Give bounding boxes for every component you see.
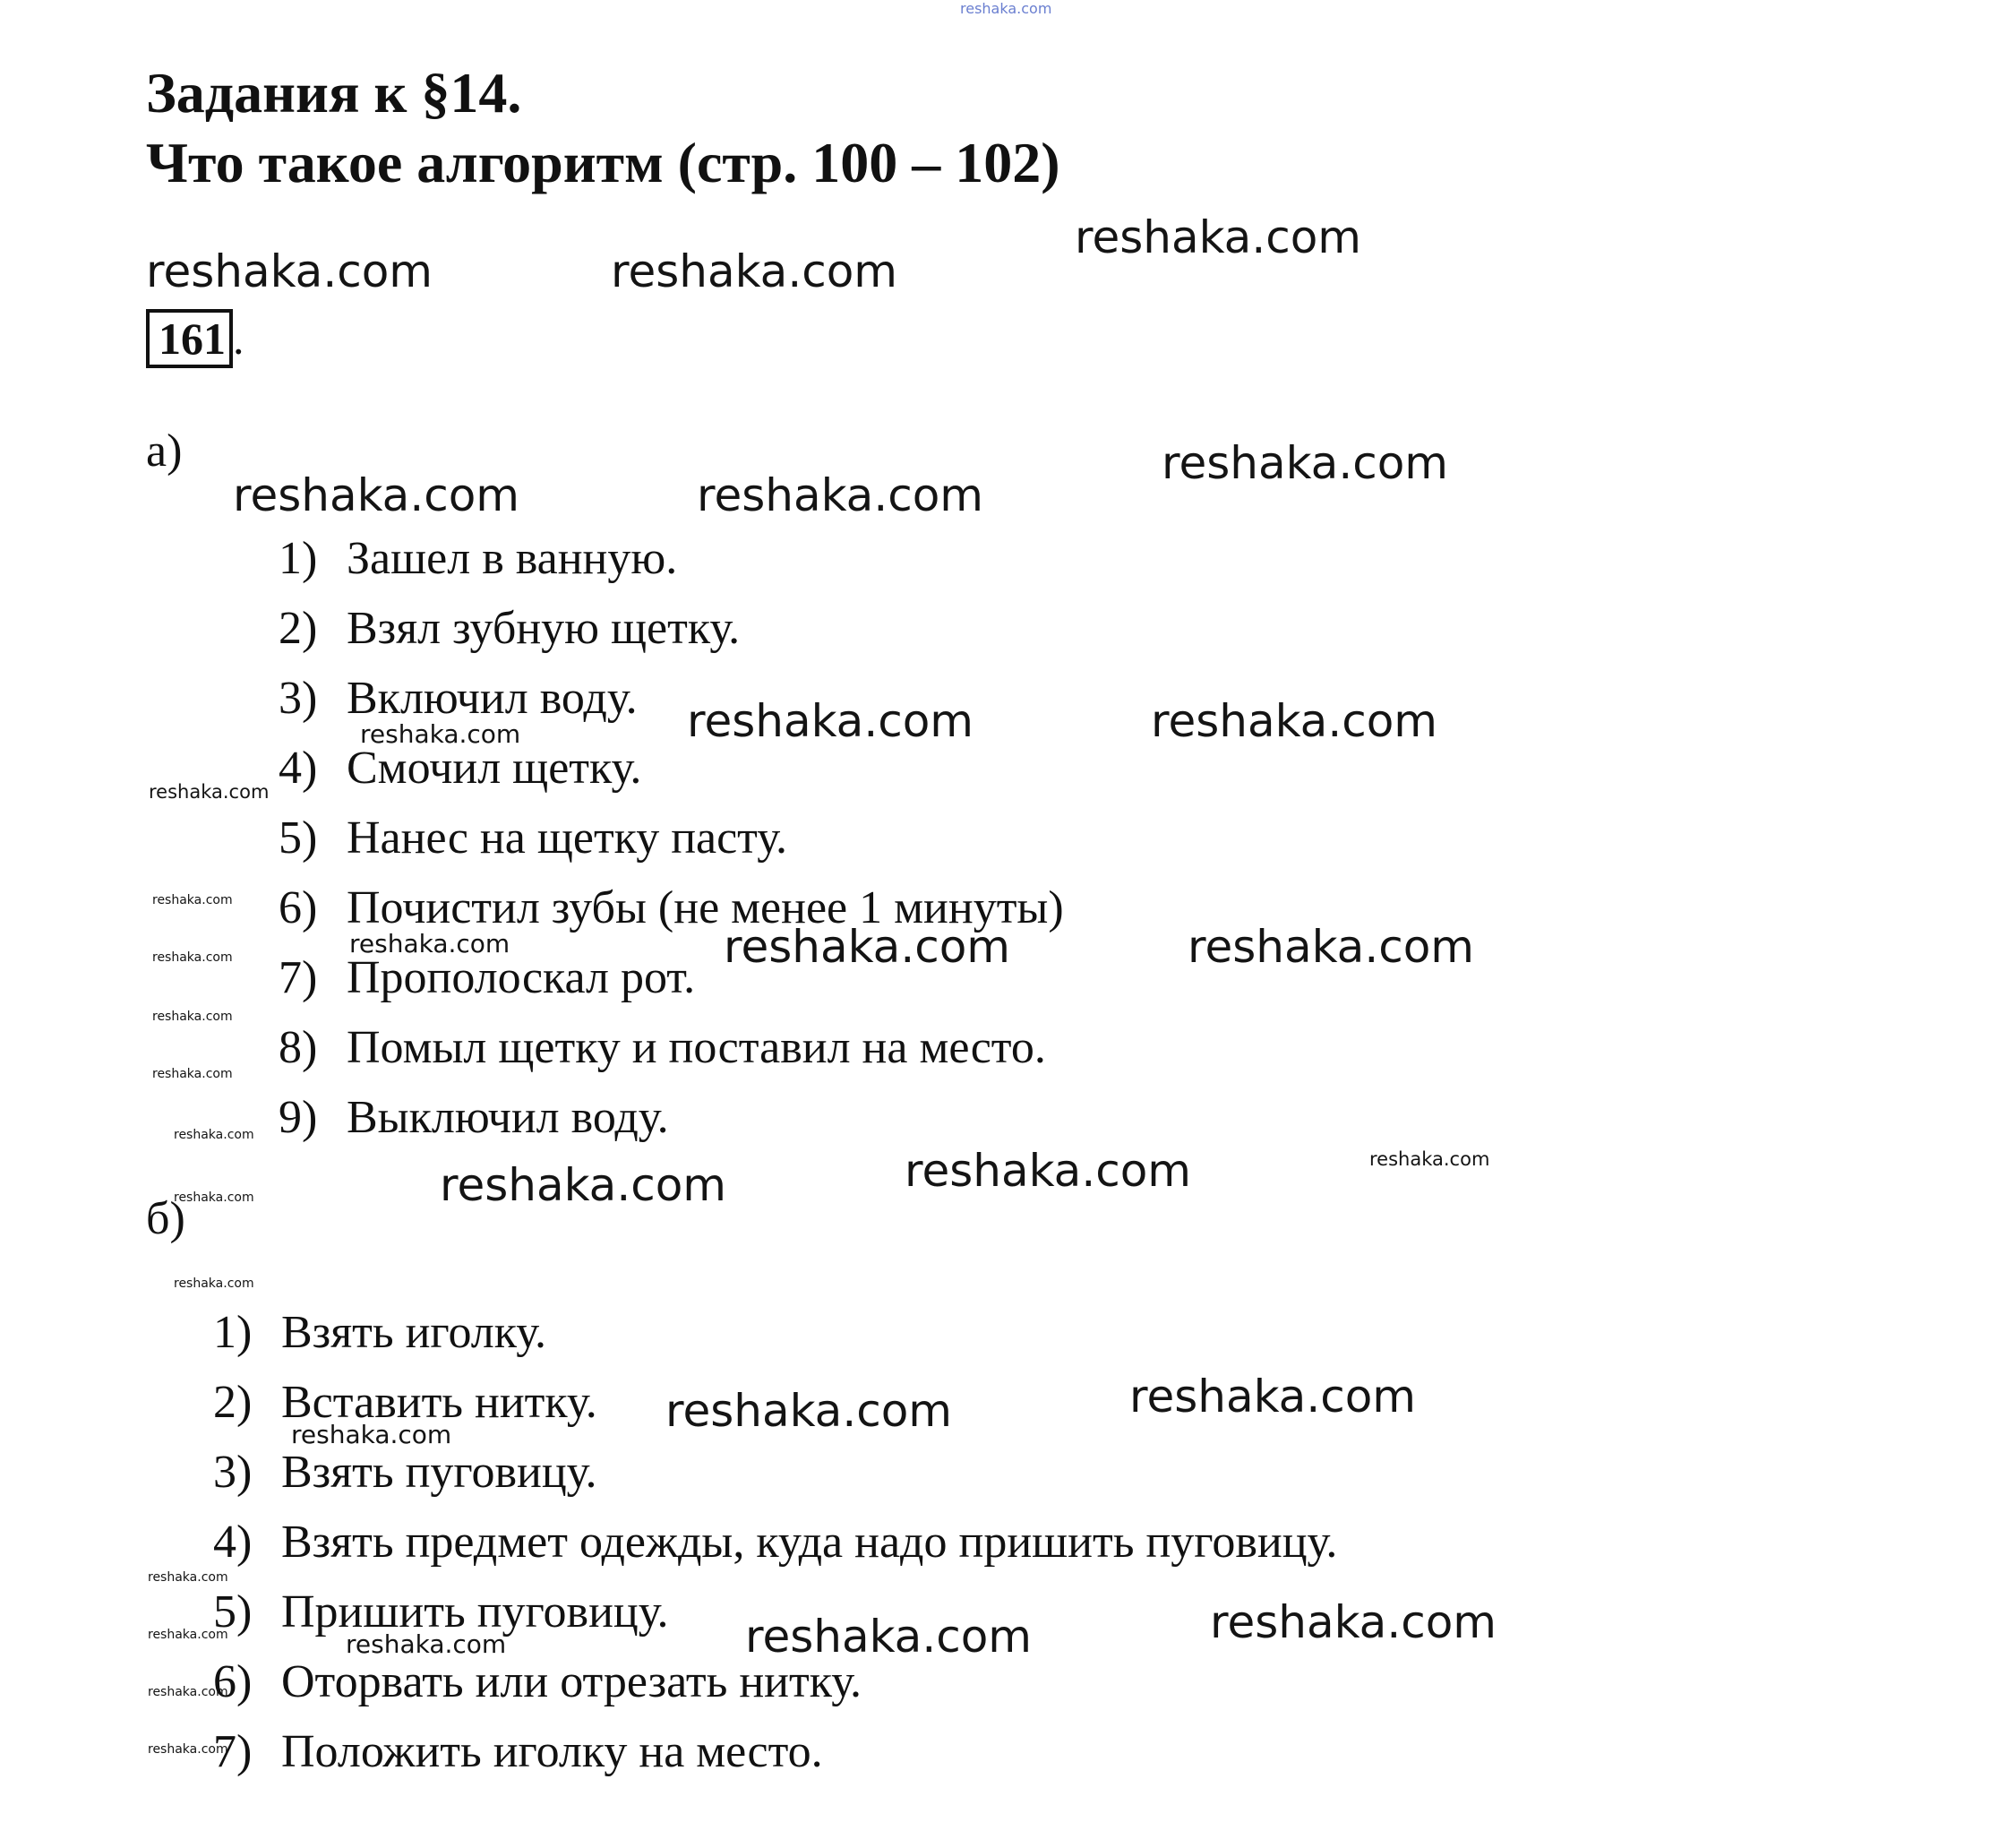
list-item-number: 3) — [279, 673, 318, 724]
list-item — [279, 675, 638, 722]
list-item — [279, 1022, 1046, 1073]
watermark: reshaka.com — [174, 1128, 254, 1142]
list-item-number: 3) — [213, 1447, 253, 1498]
list-item-text: Вставить нитку. — [281, 1377, 597, 1428]
watermark: reshaka.com — [152, 1067, 233, 1081]
list-item-number: 7) — [279, 952, 318, 1003]
list-item — [279, 603, 741, 654]
watermark: reshaka.com — [724, 921, 1010, 973]
task-number — [146, 309, 244, 368]
list-item-number: 1) — [279, 533, 318, 584]
watermark: reshaka.com — [148, 1628, 228, 1642]
list-item-text: Нанес на щетку пасту. — [347, 812, 788, 864]
watermark: reshaka.com — [152, 950, 233, 965]
page-title: Задания к §14. — [146, 61, 522, 125]
watermark: reshaka.com — [149, 781, 270, 803]
watermark: reshaka.com — [148, 1742, 228, 1757]
task-number-dot: . — [233, 314, 244, 364]
list-item — [279, 745, 641, 792]
list-item — [213, 1307, 547, 1358]
list-item-text: Прополоскал рот. — [347, 952, 696, 1003]
list-item — [213, 1726, 823, 1777]
watermark: reshaka.com — [148, 1685, 228, 1699]
watermark: reshaka.com — [745, 1611, 1032, 1663]
list-item-text: Выключил воду. — [347, 1092, 669, 1143]
list-item-number: 7) — [213, 1726, 253, 1777]
list-item-text: Почистил зубы (не менее 1 минуты) — [347, 882, 1064, 933]
watermark: reshaka.com — [174, 1190, 254, 1205]
watermark: reshaka.com — [346, 1629, 507, 1659]
list-item-text: Взял зубную щетку. — [347, 603, 741, 654]
list-item-number: 6) — [213, 1656, 253, 1707]
watermark: reshaka.com — [1075, 211, 1361, 263]
watermark: reshaka.com — [611, 245, 897, 297]
list-item-text: Включил воду. — [347, 673, 638, 724]
list-item-text: Помыл щетку и поставил на место. — [347, 1022, 1046, 1073]
list-item-text: Зашел в ванную. — [347, 533, 678, 584]
list-item-text: Взять пуговицу. — [281, 1447, 597, 1498]
list-item — [279, 1092, 669, 1143]
list-item-number: 2) — [213, 1377, 253, 1428]
watermark: reshaka.com — [1369, 1148, 1490, 1170]
list-item-number: 8) — [279, 1022, 318, 1073]
section-a-label: а) — [146, 425, 183, 477]
watermark: reshaka.com — [233, 469, 519, 521]
watermark: reshaka.com — [687, 695, 974, 747]
page-subtitle: Что такое алгоритм (стр. 100 – 102) — [146, 131, 1060, 194]
list-item-text: Положить иголку на место. — [281, 1726, 823, 1777]
list-item — [279, 952, 696, 1003]
watermark: reshaka.com — [1151, 695, 1437, 747]
watermark: reshaka.com — [960, 0, 1052, 17]
watermark: reshaka.com — [148, 1570, 228, 1585]
watermark: reshaka.com — [1129, 1371, 1416, 1423]
watermark: reshaka.com — [1210, 1596, 1497, 1648]
list-item-text: Взять предмет одежды, куда надо пришить пуговицу. — [281, 1517, 1338, 1568]
watermark: reshaka.com — [440, 1159, 726, 1211]
list-item — [213, 1449, 596, 1496]
list-item-text: Смочил щетку. — [347, 743, 642, 794]
watermark: reshaka.com — [152, 893, 233, 907]
section-b-label: б) — [146, 1193, 185, 1244]
watermark: reshaka.com — [360, 719, 521, 749]
watermark: reshaka.com — [174, 1276, 254, 1291]
list-item — [213, 1656, 862, 1707]
list-item-number: 6) — [279, 882, 318, 933]
watermark: reshaka.com — [152, 1010, 233, 1024]
list-item-number: 5) — [213, 1586, 253, 1637]
watermark: reshaka.com — [291, 1420, 452, 1449]
list-item — [279, 533, 678, 584]
list-item-number: 2) — [279, 603, 318, 654]
list-item-text: Оторвать или отрезать нитку. — [281, 1656, 862, 1707]
task-number-box: 161 — [146, 309, 233, 368]
list-item-text: Взять иголку. — [281, 1307, 547, 1358]
watermark: reshaka.com — [697, 469, 983, 521]
watermark: reshaka.com — [146, 245, 433, 297]
watermark: reshaka.com — [905, 1145, 1191, 1197]
watermark: reshaka.com — [665, 1385, 952, 1437]
list-item — [279, 812, 788, 864]
watermark: reshaka.com — [1188, 921, 1474, 973]
list-item-number: 1) — [213, 1307, 253, 1358]
list-item-number: 4) — [279, 743, 318, 794]
list-item-number: 9) — [279, 1092, 318, 1143]
watermark: reshaka.com — [1162, 437, 1448, 489]
list-item-number: 4) — [213, 1517, 253, 1568]
list-item — [213, 1519, 1337, 1566]
list-item-text: Пришить пуговицу. — [281, 1586, 669, 1637]
list-item-number: 5) — [279, 812, 318, 864]
watermark: reshaka.com — [349, 929, 510, 958]
